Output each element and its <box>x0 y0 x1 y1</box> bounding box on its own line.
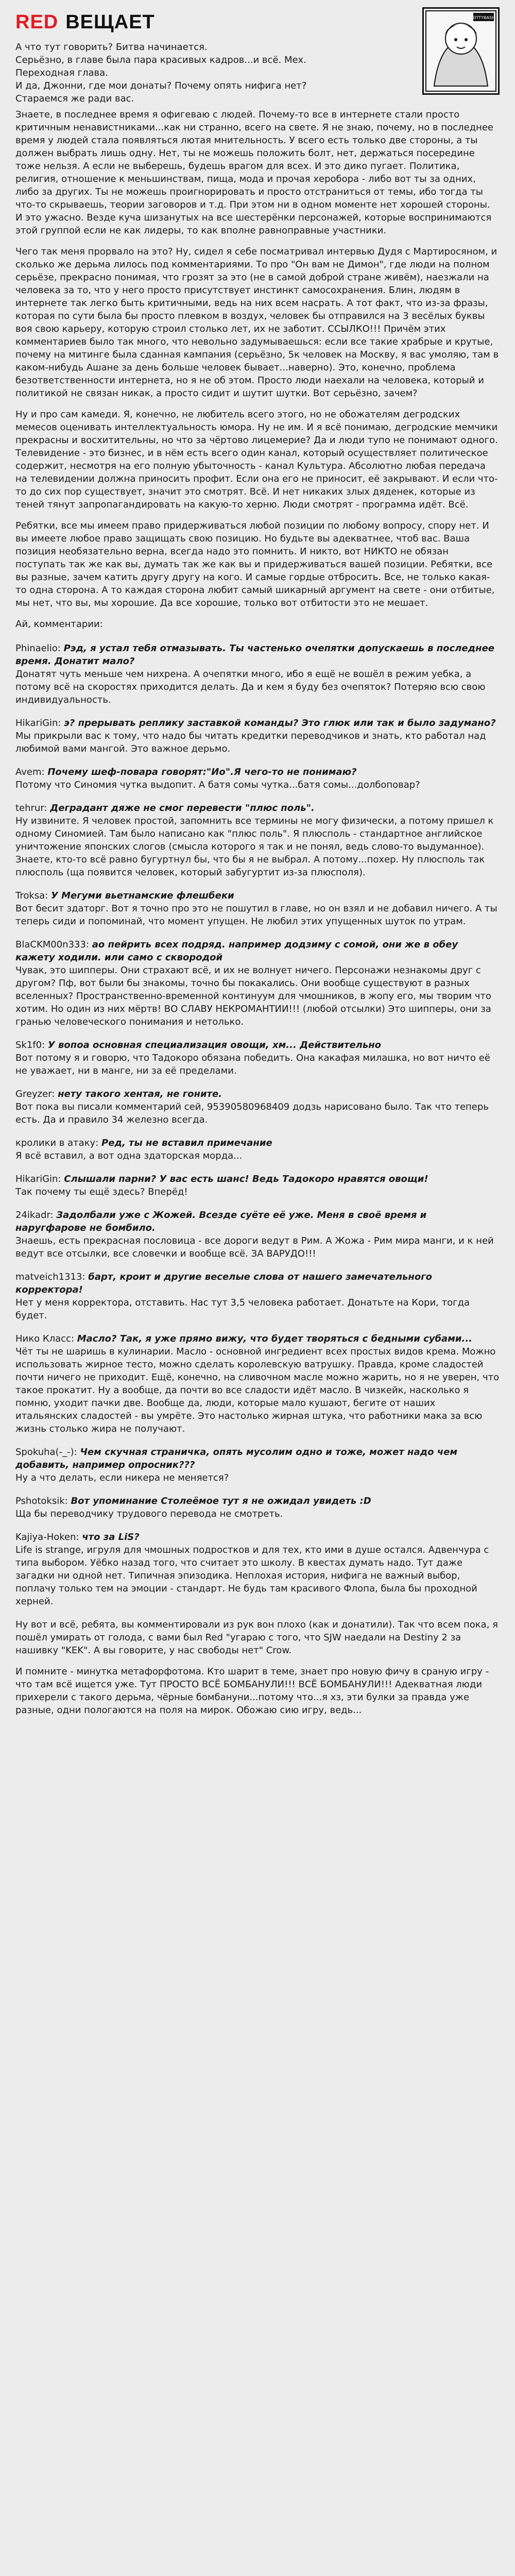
comment-username: Pshotoksik: <box>15 1496 68 1506</box>
comment-question-line <box>15 1088 500 1100</box>
comment-question-line <box>15 766 500 778</box>
comment <box>15 642 500 706</box>
comment-answer: Ну вот и всё, ребята, вы комментировали из рук вон плохо (как и донатили). Так что всем пока, я пошёл умирать от голода, с вами был Red "угараю с того, что SJW наедали на Destiny 2 за нашивку "KEK". А вы говорите, у нас свободы нет" Crow. <box>15 1619 498 1656</box>
comment-question-line <box>15 1137 500 1149</box>
comment <box>15 1088 500 1126</box>
comment-question: Рэд, я устал тебя отмазывать. Ты частенько очепятки допускаешь в последнее время. Донатит мало? <box>15 643 494 667</box>
comment-username: BlaCKM00n333: <box>15 939 90 950</box>
comment-question: У вопоа основная специализация овощи, хм... Действительно <box>47 1040 382 1050</box>
comment-answer: Я всё вставил, а вот одна здаторская морда... <box>15 1150 243 1161</box>
illustration-art <box>424 9 498 93</box>
comment <box>15 1137 500 1162</box>
comment-answer: Знаешь, есть прекрасная пословица - все дороги ведут в Рим. А Жожа - Рим мира манги, и к ней ведут все отсылки, все словечки и вообще всё. ЗА ВАРУДО!!! <box>15 1235 494 1259</box>
comment-answer: Чёт ты не шаришь в кулинарии. Масло - основной ингредиент всех простых видов крема. Можно использовать жирное тесто, можно сделать королевскую ватрушку. Правда, кроме сладостей почти ничего не приходит. Ещё, конечно, на сливочном масле можно жарить, но я не уверен, что такое прокатит. Ну а вообще, да почти во все сладости идёт масло. В чизкейк, насколько я помню, уходит пачки две. Вообще да, люди, которые мало кушают, бегите от наших итальянских сладостей - вы умрёте. Это настолько жирная штука, что работники мака за всю жизнь столько жира не получают. <box>15 1346 500 1434</box>
intro <box>15 41 412 105</box>
comment-username: Нико Класс: <box>15 1333 75 1344</box>
comment-answer: Вот потому я и говорю, что Тадокоро обязана победить. Она какафая милашка, но вот ничто её не уважает, ни в манге, ни за её пределами. <box>15 1053 490 1076</box>
comment-answer: Ну извините. Я человек простой, запомнить все термины не могу физически, а потому пришел к одному Синомией. Там было написано как "плюс поль". Я плюсполь - стандартное английское уничтожение японских слогов (смысла которого я так и не понял, ведь слово-то выдуманное). Знаете, кто-то всё равно бугуртнул бы, что бы я не выбрал. А потому...похер. Ну плюсполь так плюсполь (ща появится человек, который забугуртит из-за плюсполя). <box>15 816 494 878</box>
paragraph: Ребятки, все мы имеем право придерживаться любой позиции по любому вопросу, спору нет. И вы имеете любое право защищать свою позицию. Но будьте вы адекватнее, чтоб вас. Ваша позиция необязательно верна, всегда надо это помнить. И никто, вот НИКТО не обязан поступать так же как вы, думать так же как вы и придерживаться вашей позиции. Ребятки, все вы разные, зачем катить другу другу на кого. И самые гордые отбросить. Все, не только какая-то одна сторона. А то каждая сторона любит самый шикарный аргумент на свете - они отбитые, мы нет, что вы, мы хорошие. Да все хорошие, только вот отбитости это не мешает. <box>15 520 495 608</box>
comment-answer: Потому что Синомия чутка выдопит. А батя сомы чутка...батя сомы...долбоповар? <box>15 779 420 790</box>
comment-question: Масло? Так, я уже прямо вижу, что будет творяться с бедными субами... <box>77 1333 473 1344</box>
intro-line: И да, Джонни, где мои донаты? Почему опять нифига нет? <box>15 80 307 91</box>
comment-question: Почему шеф-повара говорят:"Ио".Я чего-то не понимаю? <box>47 767 357 777</box>
comment-answer: Чувак, это шипперы. Они страхают всё, и их не волнует ничего. Персонажи незнакомы друг с другом? Пф, вот были бы знакомы, точно бы покакались. Они вообще существуют в разных вселенных? Пространственно-временной континуум для чмошников, в жопу его, мы творим что хотим. Но один из них мёртв! ВО СЛАВУ НЕКРОМАНТИИ!!! (любой отсылки) Это шипперы, они за гранью человеческого понимания и нетолько. <box>15 965 491 1027</box>
comment-question-line <box>15 938 500 964</box>
comments-list <box>15 642 500 1717</box>
comment-question-line <box>15 1332 500 1345</box>
comment-username: Avem: <box>15 767 45 777</box>
paragraph: Чего так меня прорвало на это? Ну, сидел я себе посматривал интервью Дудя с Мартиросяном, и сколько же дерьма лилось под комментариями. То про "Он вам не Димон", где люди на полном серьёзе, прекрасно понимая, что грозят за это (не в самой доброй стране живём), наезжали на человека за то, что у него просто присутствует инстинкт самосохранения. Блин, людям в интернете так легко быть критичными, ведь на них всем насрать. А тот факт, что из-за фразы, которая по сути была бы просто плевком в воздух, человек бы отправился на 3 весёлых буквы воя свою карьеру, которую строил столько лет, их не заботит. ССЫЛКО!!! Причём этих комментариев было так много, что невольно задумываешься: если все такие храбрые и крутые, почему на митинге была сданная кампания (серьёзно, 5к человек на Москву, я вас умоляю, там в каком-нибудь Ашане за день больше человек бывает...наверно). Это, конечно, проблема безответственности интернета, но я не об этом. Просто люди наехали на человека, который и политикой не связан никак, а просто сидит и шутит шутки. Вот серьёзно, зачем? <box>15 246 499 399</box>
comment-question-line <box>15 889 500 902</box>
comment-username: Phinaelio: <box>15 643 61 654</box>
comment-username: Sk1f0: <box>15 1040 45 1050</box>
comment <box>15 1531 500 1608</box>
comment <box>15 1039 500 1077</box>
comment-username: Spokuha(-_-): <box>15 1447 77 1458</box>
comments-heading: Ай, комментарии: <box>15 619 103 630</box>
comment-question-line <box>15 1531 500 1544</box>
comment-question-line <box>15 1495 500 1507</box>
comment-question: Чем скучная страничка, опять мусолим одно и тоже, может надо чем добавить, например опросник??? <box>15 1447 458 1470</box>
comment-username: Kajiya-Hoken: <box>15 1532 79 1543</box>
brand-title: ВЕЩАЕТ <box>65 11 155 33</box>
comment <box>15 1618 500 1717</box>
comment-question-line <box>15 1209 500 1234</box>
comment-question: Ред, ты не вставил примечание <box>101 1138 272 1148</box>
comment-answer: Вот бесит здаторг. Вот я точно про это не пошутил в главе, но он взял и не добавил ничего. А ты теперь сиди и попоминай, что момент упущен. Не любил этих упущенных шуток по утрам. <box>15 903 497 927</box>
comment <box>15 1332 500 1435</box>
content <box>0 108 515 1717</box>
card-label: KITTYBASH <box>472 15 495 20</box>
comment-username: кролики в атаку: <box>15 1138 99 1148</box>
comment <box>15 938 500 1028</box>
comment-question: что за LiS? <box>82 1532 140 1543</box>
comment-question-line <box>15 1270 500 1296</box>
comment <box>15 889 500 928</box>
comment-question: нету такого хентая, не гоните. <box>58 1089 222 1099</box>
comment <box>15 1270 500 1322</box>
comment-username: matveich1313: <box>15 1272 85 1282</box>
comment-username: HikariGin: <box>15 1174 61 1184</box>
comment-question-line <box>15 717 500 730</box>
comment <box>15 802 500 879</box>
comment-username: 24ikadr: <box>15 1210 54 1221</box>
comment-question-line <box>15 1173 500 1185</box>
comment-answer: Нет у меня корректора, отставить. Нас тут 3,5 человека работает. Донатьте на Кори, тогда будет. <box>15 1297 470 1321</box>
comment-question-line <box>15 802 500 815</box>
comment-question-line <box>15 1039 500 1052</box>
comment <box>15 717 500 755</box>
intro-line: А что тут говорить? Битва начинается. <box>15 42 208 53</box>
comment-answer: Донатят чуть меньше чем нихрена. А очепятки много, ибо я ещё не вошёл в режим уебка, а потому всё на скоростях приходится делать. Да и кем я буду без очепяток? Потеряю всю свою индивидуальность. <box>15 669 486 705</box>
comment-question: Задолбали уже с Жожей. Всезде суёте её уже. Меня в своё время и наругфарове не бомбило. <box>15 1210 427 1233</box>
comment-question: барт, кроит и другие веселые слова от нашего замечательного корректора! <box>15 1272 432 1295</box>
comment-username: HikariGin: <box>15 718 61 728</box>
comment-answer: Ну а что делать, если никера не меняется? <box>15 1472 229 1483</box>
comment-answer: Мы прикрыли вас к тому, что надо бы читать кредитки переводчиков и знать, кто работал над любимой вами мангой. Это важное дерьмо. <box>15 731 486 754</box>
comment-answer: Так почему ты ещё здесь? Вперёд! <box>15 1187 188 1197</box>
comment <box>15 1209 500 1260</box>
comment-question: Деградант дяже не смог перевести "плюс поль". <box>50 803 315 814</box>
brand-red: RED <box>15 11 59 33</box>
comment-answer: Вот пока вы писали комментарий сей, 95390580968409 додзь нарисовано было. Так что теперь есть. Да и правило 34 железно всегда. <box>15 1101 489 1125</box>
comment-question: ао пейрить всех подряд. например додзиму с сомой, они же в обеу кажету ходили. или само с сквородой <box>15 939 458 963</box>
paragraph: Ну и про сам камеди. Я, конечно, не любитель всего этого, но не обожателям дегродских мемесов оценивать интеллектуальность юмора. Ну не им. И я всё понимаю, дегродские мемчики прекрасны и восхитительны, но что за чёртово лицемерие? Да и люди тупо не понимают одного. Телевидение - это бизнес, и в нём есть всего один канал, который осуществляет политическое содержит, несмотря на его полную убыточность - канал Культура. Абсолютно любая передача на телевидении должна приносить профит. Если она его не приносит, её закрывают. И если что-то до сих пор существует, значит это смотрят. Всё. И нет никаких злых дяденек, которые из теней тянут запропагандировать на какую-то херню. Люди смотрят - программа идёт. Всё. <box>15 409 498 510</box>
intro-line: Серьёзно, в главе была пара красивых кадров...и всё. Мех. <box>15 55 306 65</box>
comment <box>15 766 500 791</box>
intro-line: Стараемся же ради вас. <box>15 93 134 104</box>
comment-question-line <box>15 1446 500 1471</box>
comment <box>15 1495 500 1520</box>
comment-answer: Ща бы переводчику трудового перевода не смотреть. <box>15 1509 283 1519</box>
comment-username: tehrur: <box>15 803 47 814</box>
comment <box>15 1173 500 1198</box>
comment-question-line <box>15 642 500 668</box>
comment-question: Вот упоминание Столеёмое тут я не ожидал увидеть :D <box>71 1496 371 1506</box>
comment-question: э? прерывать реплику заставкой команды? Это глюк или так и было задумано? <box>64 718 496 728</box>
comment-username: Troksa: <box>15 890 48 901</box>
comment-answer: Life is strange, игруля для чмошных подростков и для тех, кто ими в душе остался. Адвенчура с типа выбором. Уёбко назад того, что считает это школу. В квестах думать надо. Тут даже загадки ни одной нет. Типичная эпизодика. Неплохая история, нифига не важный выбор, поплачу только тем на эмоции - стандарт. Не будь там красивого Флопа, была бы проходной херней. <box>15 1545 489 1607</box>
comment-username: Greyzer: <box>15 1089 55 1099</box>
comment-question: У Мегуми вьетнамские флешбеки <box>51 890 234 901</box>
closing-note: И помните - минутка метафорфотома. Кто шарит в теме, знает про новую фичу в сраную игру - что там всё ищется уже. Тут ПРОСТО ВСЁ БОМБАНУЛИ!!! ВСЁ БОМБАНУЛИ!!! Адекватная люди прихерели с такого дерьма, чёрные бомбануни...потому что...я хз, эти булки за правда уже разные, одни пологаются на поля на мирок. Обожаю сию игру, ведь... <box>15 1666 489 1716</box>
paragraph: Знаете, в последнее время я офигеваю с людей. Почему-то все в интернете стали просто критичным ненавистниками...как ни странно, всего на свете. Я не знаю, почему, но в последнее время у людей стала появляться лютая мнительность. У всего есть только две стороны, а ты должен выбрать лишь одну. Нет, ты не можешь положить болт, нет, держаться посередине тоже нельзя. А если не выберешь, будешь врагом для всех. И это дико пугает. Политика, религия, отношение к меньшинствам, пища, мода и прочая херобора - либо вот ты за одних, либо за других. Ты не можешь проигнорировать и просто отстраниться от темы, ибо тогда ты что-то скрываешь, теории заговоров и т.д. При этом ни в одном моменте нет хорошей стороны. И это ужасно. Везде куча шизанутых на все шестерёнки персонажей, которые воспринимаются этой группой если не как лидеры, то как вполне равноправные участники. <box>15 109 494 236</box>
comment-question: Слышали парни? У вас есть шанс! Ведь Тадокоро нравятся овощи! <box>64 1174 428 1184</box>
intro-line: Переходная глава. <box>15 67 108 78</box>
header <box>0 0 515 108</box>
manga-character-illustration <box>422 7 500 95</box>
comment <box>15 1446 500 1484</box>
